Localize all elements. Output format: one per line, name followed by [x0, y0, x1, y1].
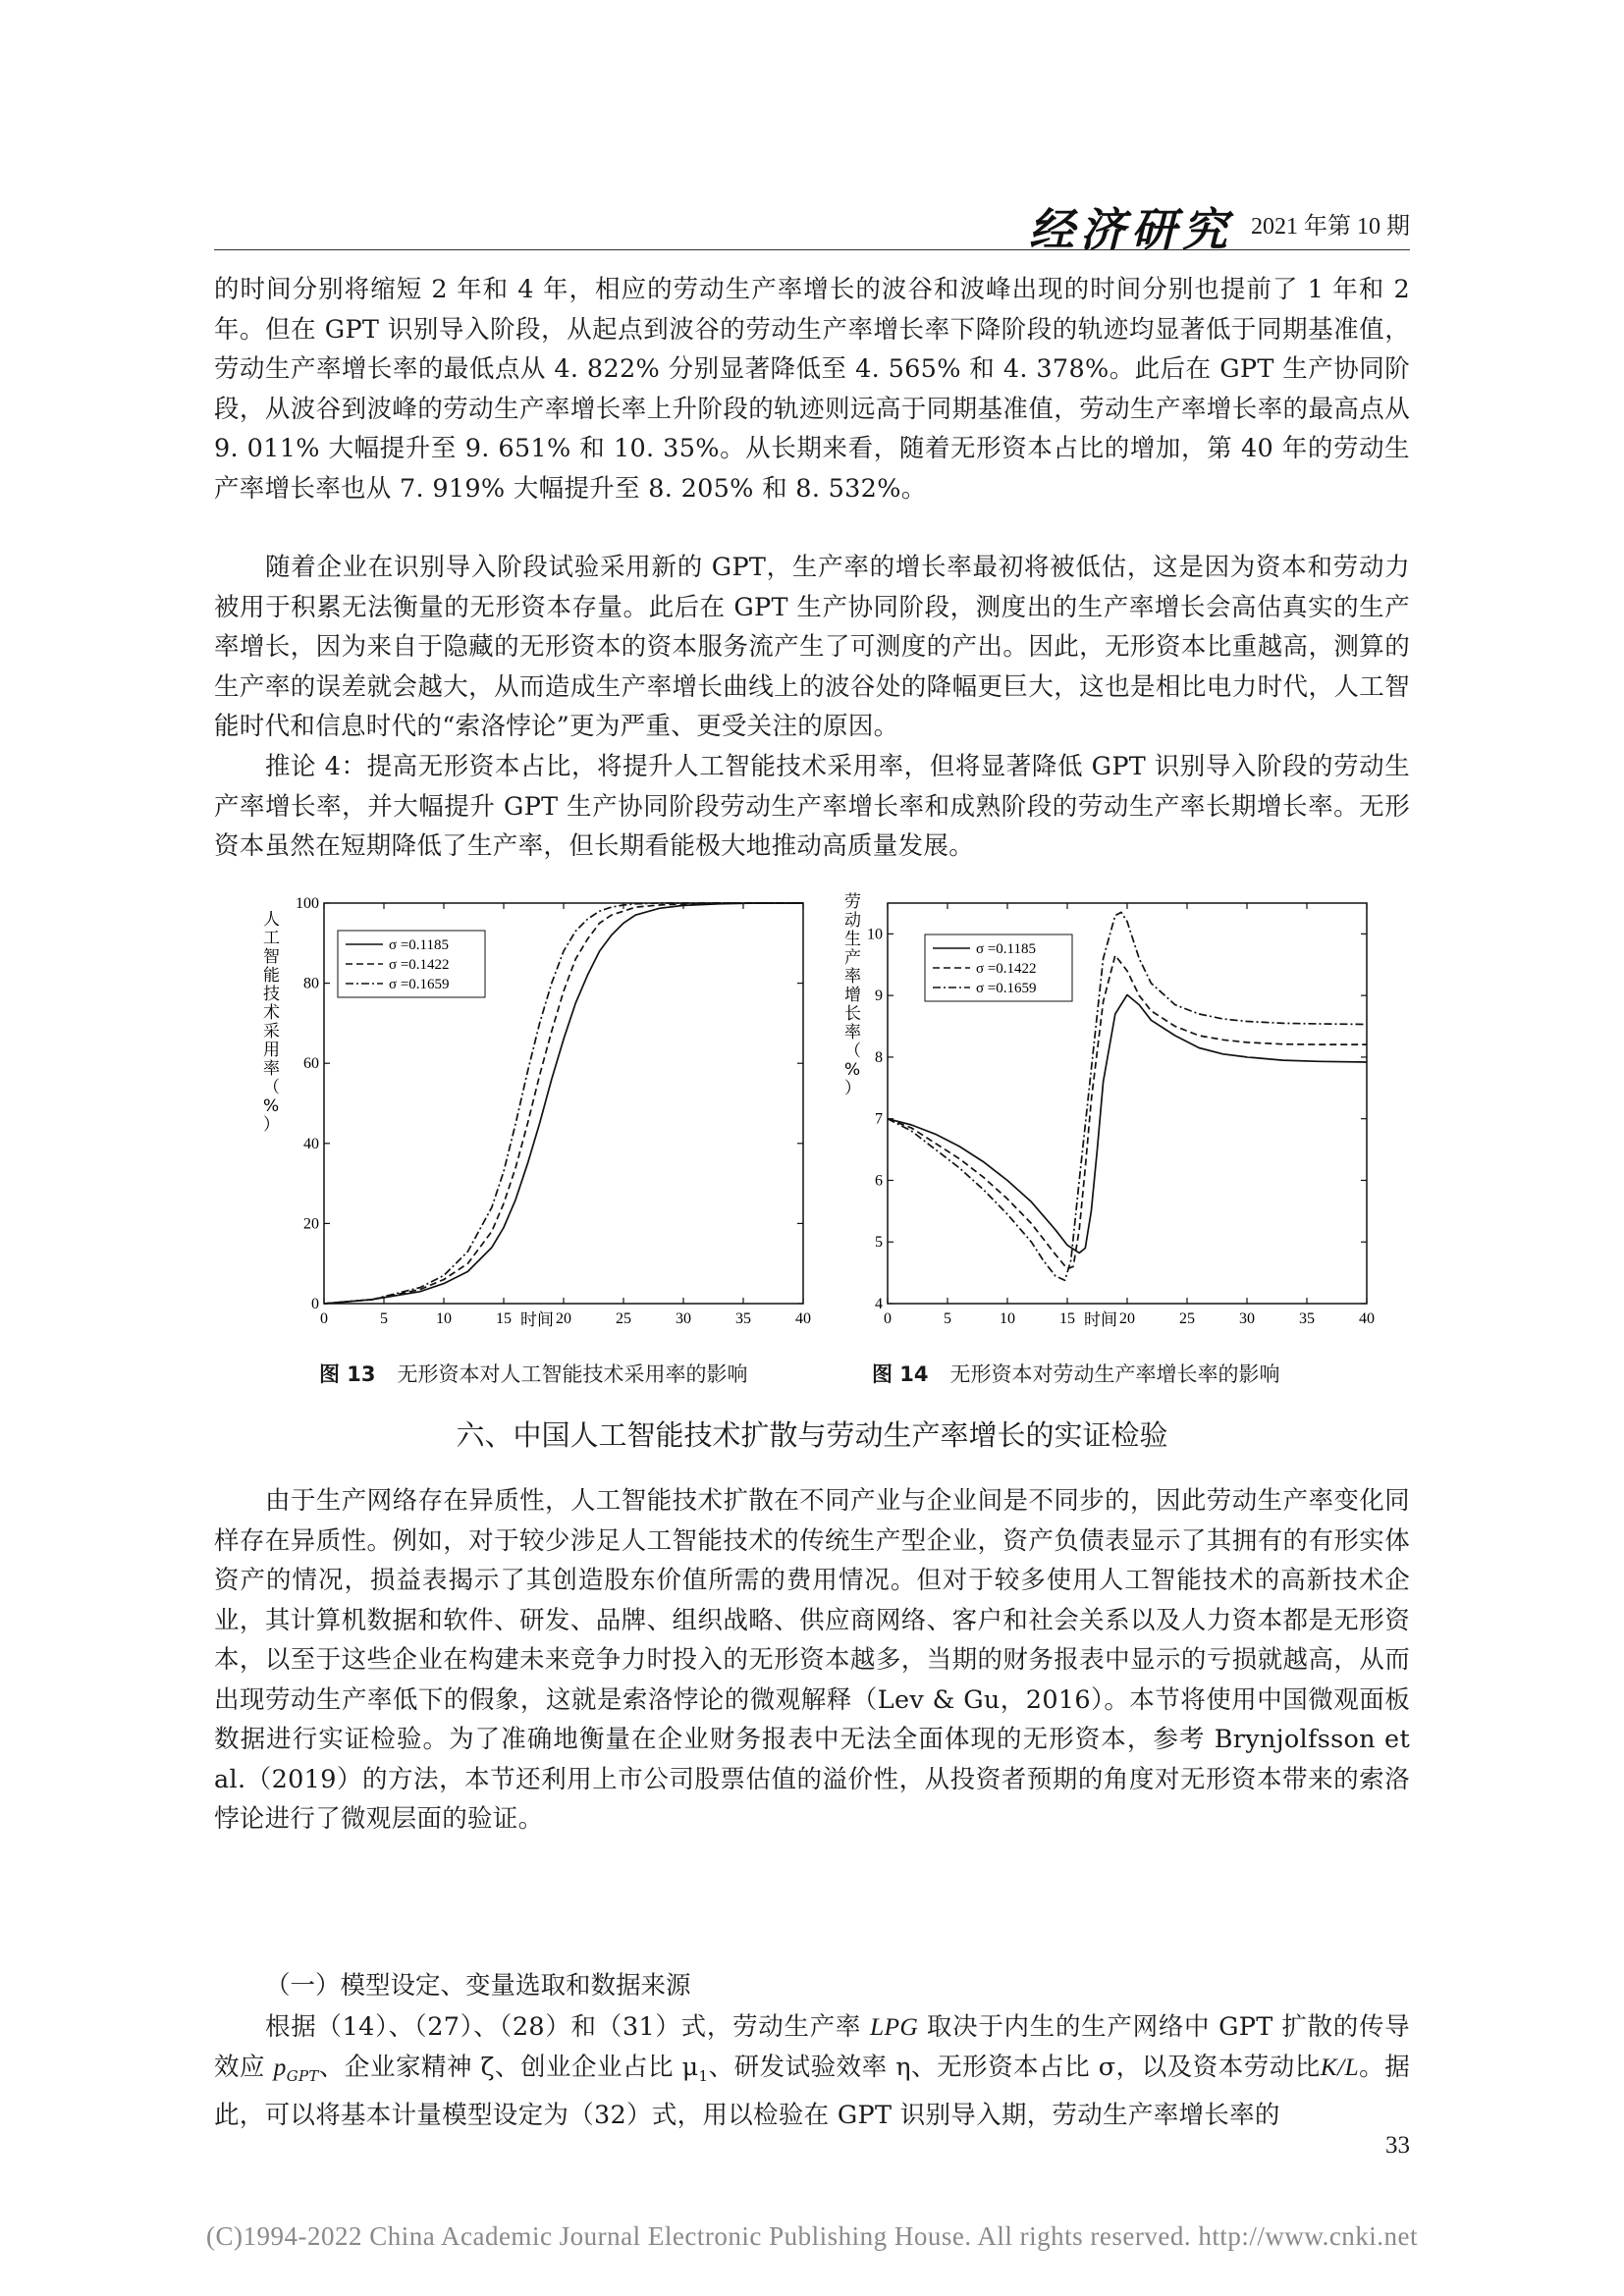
paragraph-4: 由于生产网络存在异质性，人工智能技术扩散在不同产业与企业间是不同步的，因此劳动生产率变化同样存在异质性。例如，对于较少涉足人工智能技术的传统生产型企业，资产负债表显示了其拥有的有形实体资产的情况，损益表揭示了其创造股东价值所需的费用情况。但对于较多使用人工智能技术的高新技术企业，其计算机数据和软件、研发、品牌、组织战略、供应商网络、客户和社会关系以及人力资本都是无形资本，以至于这些企业在构建未来竞争力时投入的无形资本越多，当期的财务报表中显示的亏损就越高，从而出现劳动生产率低下的假象，这就是索洛悖论的微观解释（Lev & Gu，2016）。本节将使用中国微观面板数据进行实证检验。为了准确地衡量在企业财务报表中无法全面体现的无形资本，参考 Brynjolfsson et al.（2019）的方法，本节还利用上市公司股票估值的溢价性，从投资者预期的角度对无形资本带来的索洛悖论进行了微观层面的验证。: [214, 1486, 1410, 1834]
fig14-xtick-label: 0: [884, 1310, 892, 1327]
running-header: [214, 192, 1410, 256]
fig14-ylabel-char: 产: [844, 948, 861, 968]
fig14-series-line-2: [888, 955, 1367, 1268]
p-gpt-subscript: GPT: [286, 2066, 319, 2085]
fig13-ytick-label: 60: [303, 1055, 319, 1073]
fig13-legend-label-1: σ =0.1185: [389, 937, 449, 953]
fig14-ylabel-char: 增: [844, 986, 861, 1005]
fig13-ylabel-char: %: [263, 1096, 280, 1116]
journal-logo: 经济研究: [1029, 203, 1233, 256]
fig13-xtick-label: 10: [436, 1310, 452, 1327]
fig13-ylabel-char: （: [263, 1078, 280, 1097]
page-number: 33: [1385, 2132, 1410, 2159]
fig14-xtick-label: 30: [1239, 1310, 1255, 1327]
section-title: 六、中国人工智能技术扩散与劳动生产率增长的实证检验: [456, 1418, 1168, 1452]
fig14-xtick-label: 35: [1299, 1310, 1315, 1327]
paragraph-5-part-e: 。据此，可以将基本计量模型设定为（32）式，用以检验在 GPT 识别导入期，劳动生产率增长率的: [214, 2052, 1410, 2131]
fig14-ytick-label: 5: [875, 1234, 883, 1252]
figure-14-chart: [844, 892, 1375, 1330]
fig14-ylabel: [844, 892, 861, 1098]
fig14-ylabel-char: 长: [844, 1004, 861, 1024]
fig14-ytick-label: 9: [875, 988, 883, 1005]
fig14-ytick-label: 6: [875, 1172, 883, 1190]
kl-symbol: K/L: [1320, 2052, 1359, 2081]
fig14-ytick-label: 8: [875, 1048, 883, 1066]
fig14-ylabel-char: 动: [844, 911, 861, 931]
fig13-ytick-label: 100: [296, 895, 319, 912]
fig13-ylabel-char: 采: [263, 1022, 280, 1041]
figure-area: [257, 883, 1377, 1335]
fig14-legend-label-1: σ =0.1185: [976, 941, 1036, 957]
fig13-ylabel-char: 用: [263, 1041, 280, 1060]
paragraph-2: 随着企业在识别导入阶段试验采用新的 GPT，生产率的增长率最初将被低估，这是因为资本和劳动力被用于积累无法衡量的无形资本存量。此后在 GPT 生产协同阶段，测度出的生产率增长会高估真实的生产率增长，因为来自于隐藏的无形资本的资本服务流产生了可测度的产出。因此，无形资本比重越高，测算的生产率的误差就会越大，从而造成生产率增长曲线上的波谷处的降幅更巨大，这也是相比电力时代，人工智能时代和信息时代的“索洛悖论”更为严重、更受关注的原因。: [214, 553, 1410, 741]
fig14-xtick-label: 25: [1179, 1310, 1195, 1327]
fig13-xtick-label: 20: [556, 1310, 571, 1327]
fig14-xtick-label: 40: [1359, 1310, 1375, 1327]
copyright-footer: (C)1994-2022 China Academic Journal Electronic Publishing House. All rights reserved. http://www.cnki.net: [206, 2221, 1419, 2251]
paragraph-5-part-d: 、研发试验效率 η、无形资本占比 σ，以及资本劳动比: [708, 2052, 1321, 2082]
fig14-legend-label-2: σ =0.1422: [976, 961, 1037, 977]
fig14-xtick-label: 15: [1059, 1310, 1075, 1327]
paragraph-5-part-a: 根据（14）、（27）、（28）和（31）式，劳动生产率: [265, 2012, 870, 2042]
mu-subscript: 1: [698, 2066, 709, 2085]
fig14-series-line-1: [888, 995, 1367, 1254]
fig13-ylabel-char: 技: [263, 985, 280, 1004]
fig13-ylabel-char: 工: [263, 929, 280, 948]
figure-13-caption: [319, 1359, 748, 1388]
fig14-xlabel: 时间: [1084, 1310, 1117, 1330]
subsection-title: （一）模型设定、变量选取和数据来源: [265, 1971, 691, 2001]
fig13-xtick-label: 40: [795, 1310, 811, 1327]
lpg-symbol: LPG: [869, 2012, 919, 2041]
fig14-ytick-label: 7: [875, 1110, 883, 1128]
figure-13-label: 图 13: [319, 1362, 376, 1386]
fig14-ylabel-char: 生: [844, 930, 861, 949]
figure-14-caption: [872, 1359, 1280, 1388]
fig14-ylabel-char: %: [844, 1060, 861, 1080]
fig13-legend: [338, 931, 485, 997]
fig13-ytick-label: 0: [311, 1296, 319, 1312]
fig13-ylabel: [263, 910, 280, 1135]
fig14-legend: [925, 934, 1072, 1001]
fig14-ytick-label: 4: [875, 1296, 883, 1312]
fig14-ylabel-char: 劳: [844, 892, 861, 912]
fig13-ylabel-char: 人: [263, 910, 280, 930]
figure-14-title: 无形资本对劳动生产率增长率的影响: [949, 1362, 1280, 1386]
fig13-ylabel-char: 率: [263, 1059, 280, 1079]
paragraph-5-part-c: 、企业家精神 ζ、创业企业占比 μ: [318, 2052, 699, 2082]
fig14-ytick-label: 10: [867, 926, 883, 943]
fig13-xlabel: 时间: [520, 1310, 554, 1330]
paragraph-3: 推论 4：提高无形资本占比，将提升人工智能技术采用率，但将显著降低 GPT 识别导入阶段的劳动生产率增长率，并大幅提升 GPT 生产协同阶段劳动生产率增长率和成熟阶段的劳动生产率长期增长率。无形资本虽然在短期降低了生产率，但长期看能极大地推动高质量发展。: [214, 752, 1410, 861]
fig13-ylabel-char: 术: [263, 1003, 280, 1023]
fig14-xtick-label: 10: [1000, 1310, 1015, 1327]
fig14-ylabel-char: ）: [844, 1079, 861, 1098]
fig13-ylabel-char: 能: [263, 966, 280, 986]
issue-number: 2021 年第 10 期: [1251, 214, 1410, 240]
p-gpt-symbol: p: [273, 2052, 287, 2081]
fig14-ylabel-char: （: [844, 1041, 861, 1061]
fig13-ylabel-char: 智: [263, 947, 280, 967]
fig14-legend-label-3: σ =0.1659: [976, 981, 1037, 996]
fig13-legend-label-2: σ =0.1422: [389, 957, 450, 973]
fig13-xtick-label: 5: [380, 1310, 388, 1327]
figure-14-label: 图 14: [872, 1362, 929, 1386]
figure-13-title: 无形资本对人工智能技术采用率的影响: [397, 1362, 748, 1386]
fig13-xtick-label: 35: [735, 1310, 751, 1327]
fig13-xtick-label: 25: [616, 1310, 631, 1327]
fig13-legend-label-3: σ =0.1659: [389, 977, 450, 992]
figures-svg: [257, 883, 1377, 1335]
paragraph-5-part-b: 取决于内生的生产网络中 GPT 扩散的传导效应: [214, 2012, 1410, 2082]
fig14-xtick-label: 5: [944, 1310, 951, 1327]
fig13-ytick-label: 80: [303, 975, 319, 992]
fig13-xtick-label: 0: [320, 1310, 328, 1327]
fig14-ylabel-char: 率: [844, 1023, 861, 1042]
fig13-xtick-label: 30: [676, 1310, 691, 1327]
fig14-ylabel-char: 率: [844, 967, 861, 987]
fig13-xtick-label: 15: [496, 1310, 512, 1327]
paragraph-5: [214, 2007, 1410, 2136]
fig13-ytick-label: 40: [303, 1135, 319, 1152]
fig14-xtick-label: 20: [1119, 1310, 1135, 1327]
paragraph-1: 的时间分别将缩短 2 年和 4 年，相应的劳动生产率增长的波谷和波峰出现的时间分别也提前了 1 年和 2 年。但在 GPT 识别导入阶段，从起点到波谷的劳动生产率增长率下降阶段的轨迹均显著低于同期基准值，劳动生产率增长率的最低点从 4. 822% 分别显著降低至 4. 565% 和 4. 378%。此后在 GPT 生产协同阶段，从波谷到波峰的劳动生产率增长率上升阶段的轨迹则远高于同期基准值，劳动生产率增长率的最高点从 9. 011% 大幅提升至 9. 651% 和 10. 35%。从长期来看，随着无形资本占比的增加，第 40 年的劳动生产率增长率也从 7. 919% 大幅提升至 8. 205% 和 8. 532%。: [214, 275, 1410, 504]
fig13-ylabel-char: ）: [263, 1115, 280, 1135]
fig13-ytick-label: 20: [303, 1215, 319, 1233]
figure-13-chart: [263, 895, 811, 1330]
